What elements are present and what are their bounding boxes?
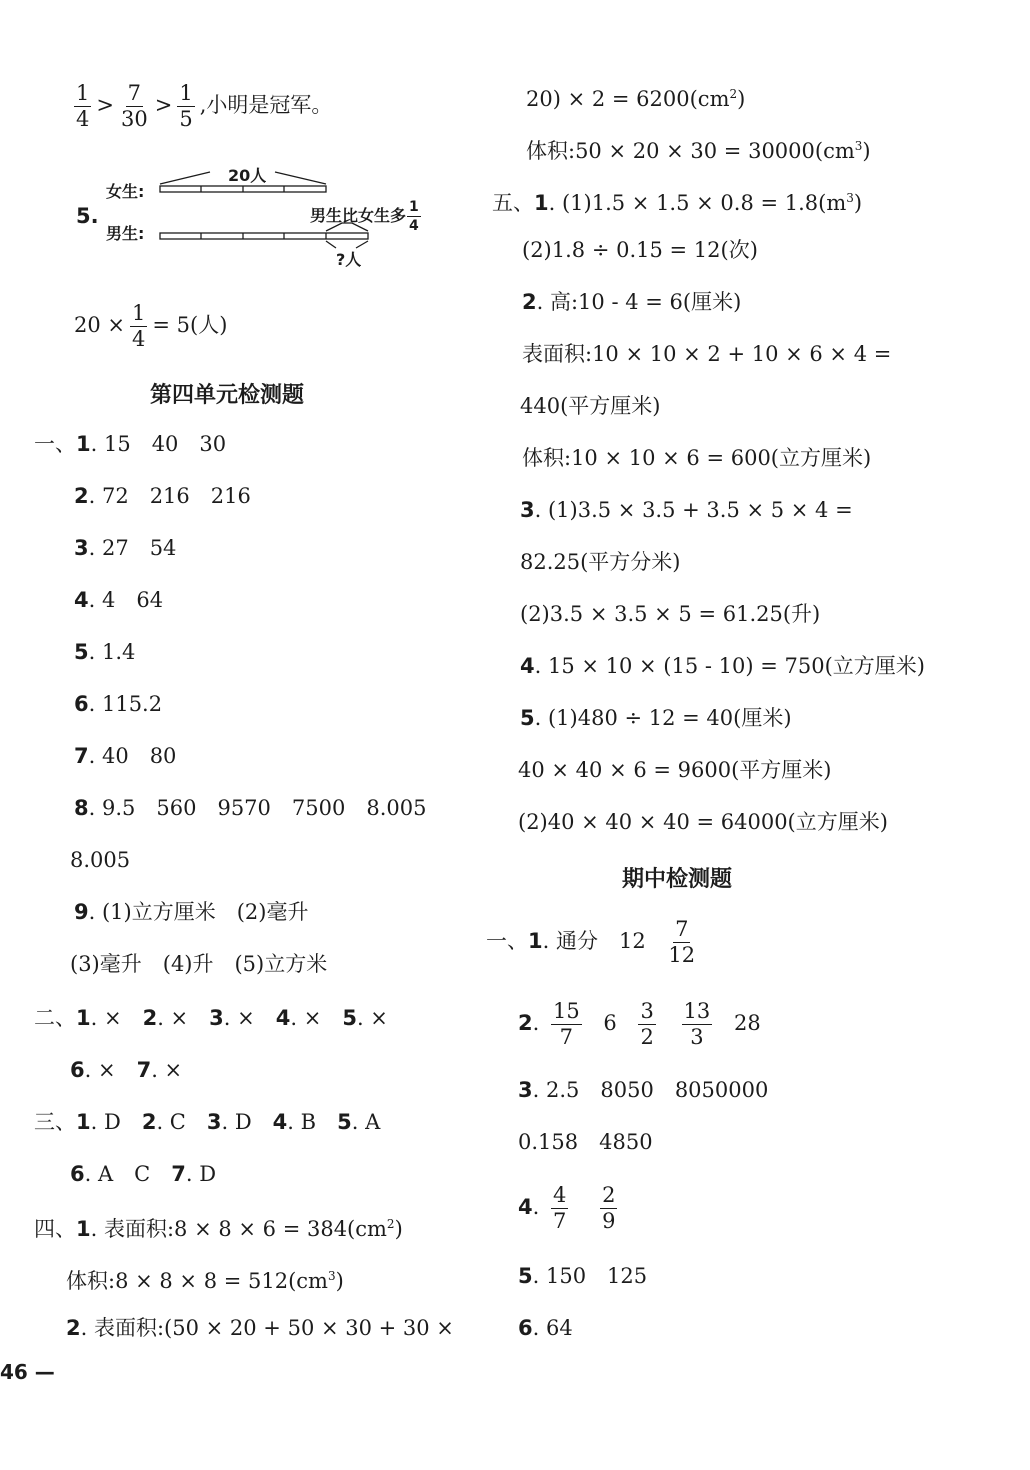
answer-line: 6. A C 7. D [70, 1162, 217, 1186]
answer-line: $20) \times 2 = 6200(cm^2)$ [526, 87, 746, 111]
total-brace [160, 172, 326, 184]
answer-line: 6. × 7. × [70, 1058, 183, 1082]
fraction: $\frac{7}{12}$ [668, 917, 696, 967]
fraction: $\frac{7}{30}$ [120, 81, 148, 131]
answer-line: 一、1. 通分 12 $\frac{7}{12}$ [486, 917, 696, 967]
answer-line: 一、1. 15 40 30 [34, 432, 227, 456]
answer-line: 体积:8 × $8 \times 8 = 512(cm^3)$ [66, 1269, 344, 1293]
answer-line: 4. 15 × 10 × (15 - 10) = 750(立方厘米) [520, 654, 926, 678]
answer-line: (2)1.8 ÷ 0.15 = 12(次) [522, 238, 758, 262]
answer-line: 2. 表面积:(50 × 20 + 50 × 30 + 30 × [66, 1316, 454, 1340]
fraction: $\frac{3}{2}$ [640, 999, 654, 1049]
answer-line: 二、1. × 2. × 3. × 4. × 5. × [34, 1006, 388, 1030]
fraction: $\frac{1}{5}$ [179, 81, 193, 131]
answer-line: 8.005 [70, 848, 131, 872]
boys-bar [160, 233, 368, 239]
answer-line: 440(平方厘米) [520, 394, 661, 418]
label-boys: 男生: [106, 224, 145, 243]
answer-line: (3)毫升 (4)升 (5)立方米 [70, 952, 328, 976]
fraction: $\frac{15}{7}$ [553, 999, 580, 1049]
answer-line: 表面积:10 × 10 × 2 + 10 × 6 × 4 = [522, 342, 892, 366]
label-note: 男生比女生多 $\frac{1}{4}$ [310, 199, 419, 234]
answer-line: 2. $\frac{15}{7}$ 6 $\frac{3}{2}$ $\frac{13}{3}$ 28 [518, 999, 761, 1049]
fraction: $\frac{4}{7}$ [553, 1183, 567, 1233]
extra-brace-bottom [326, 241, 368, 248]
answer-line: 5. 150 125 [518, 1264, 648, 1288]
answer-line: 9. (1)立方厘米 (2)毫升 [74, 900, 309, 924]
answer-line: 82.25(平方分米) [520, 550, 681, 574]
calc-line: 20 × $\frac{1}{4}$ = 5(人) [74, 301, 228, 351]
page-number: 46 — [0, 1360, 55, 1384]
answer-line: 2. 72 216 216 [74, 484, 251, 508]
extra-brace-top [326, 223, 368, 231]
answer-line: 0.158 4850 [518, 1130, 653, 1154]
answer-line: 3. 27 54 [74, 536, 177, 560]
answer-line: (2)40 × 40 × 40 = 64000(立方厘米) [518, 810, 888, 834]
answer-line: 体积:10 × 10 × 6 = 600(立方厘米) [522, 446, 872, 470]
answer-line: 40 × 40 × 6 = 9600(平方厘米) [518, 758, 832, 782]
label-girls: 女生: [106, 182, 145, 201]
fraction: $\frac{1}{4}$ [76, 81, 90, 131]
comparison-line: $\frac{1}{4}$ > $\frac{7}{30}$ > $\frac{1}{5}$ ,小明是冠军。 [76, 81, 333, 131]
answer-line: 3. (1)3.5 × 3.5 + 3.5 × 5 × 4 = [520, 498, 853, 522]
answer-line: 8. 9.5 560 9570 7500 8.005 [74, 796, 427, 820]
answer-line: 三、1. D 2. C 3. D 4. B 5. A [34, 1110, 381, 1134]
answer-line: 6. 64 [518, 1316, 573, 1340]
fraction: $\frac{13}{3}$ [683, 999, 711, 1049]
answer-line: 四、1. 表面积:8 × $8 \times 6 = 384(cm^2)$ [34, 1217, 403, 1241]
answer-line: 4. $\frac{4}{7}$ $\frac{2}{9}$ [518, 1183, 616, 1233]
answer-line: (2)3.5 × 3.5 × 5 = 61.25(升) [520, 602, 821, 626]
answer-line: 五、1. $(1)1.5 \times 1.5 \times 0.8 = 1.8(m^3)$ [492, 191, 863, 215]
answer-line: 5. (1)480 ÷ 12 = 40(厘米) [520, 706, 792, 730]
segment-diagram [150, 160, 550, 260]
section-title-midterm: 期中检测题 [622, 867, 733, 892]
answer-line: 体积:50 × $20 \times 30 = 30000(cm^3)$ [526, 139, 871, 163]
answer-line: 5. 1.4 [74, 640, 136, 664]
answer-line: 3. 2.5 8050 8050000 [518, 1078, 769, 1102]
fraction: $\frac{1}{4}$ [132, 301, 146, 351]
diagram-number: 5. [76, 204, 99, 228]
answer-line: 2. 高:10 - 4 = 6(厘米) [522, 290, 742, 314]
section-title-unit4: 第四单元检测题 [150, 383, 305, 408]
label-question: ?人 [336, 250, 362, 269]
fraction: $\frac{1}{4}$ [409, 199, 419, 234]
label-total: 20人 [228, 166, 267, 185]
fraction: $\frac{2}{9}$ [602, 1183, 616, 1233]
answer-line: 7. 40 80 [74, 744, 177, 768]
answer-line: 6. 115.2 [74, 692, 163, 716]
answer-line: 4. 4 64 [74, 588, 164, 612]
